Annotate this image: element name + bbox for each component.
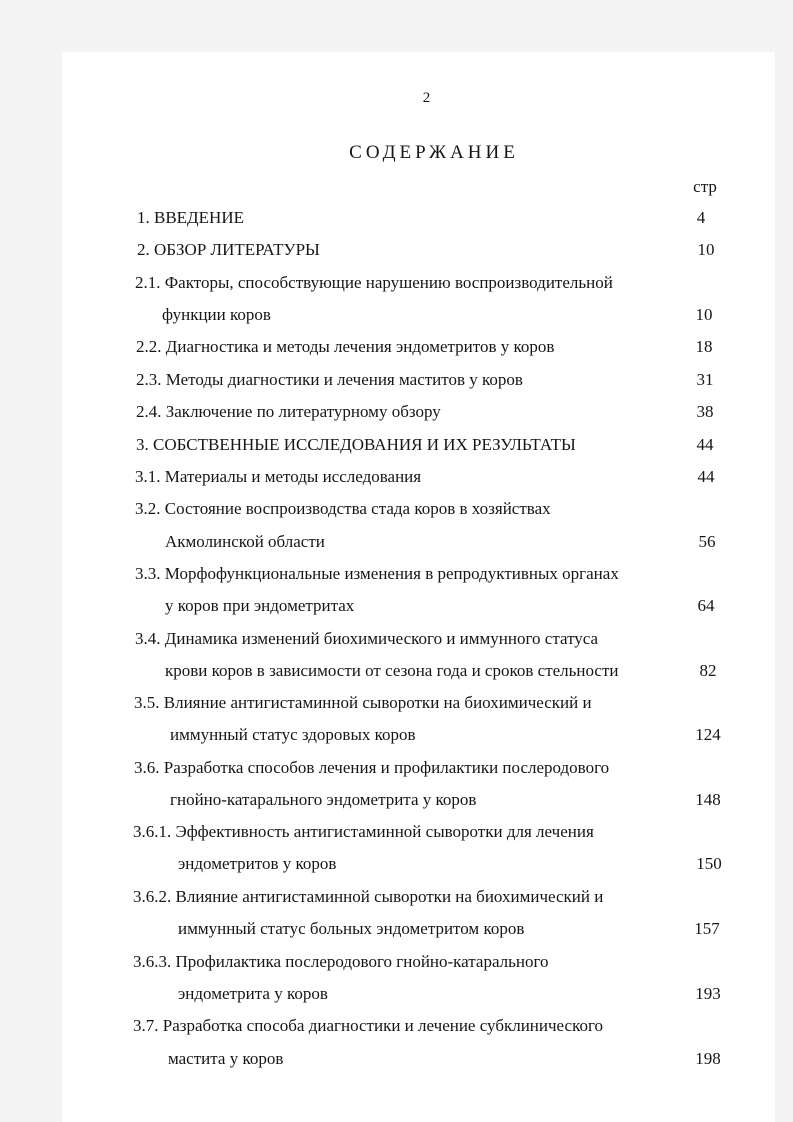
- toc-entry-text: 3.6.3. Профилактика послеродового гнойно-катарального: [133, 952, 549, 971]
- toc-entry-text-continued: у коров при эндометритах: [165, 596, 355, 615]
- toc-entry-page: 38: [696, 402, 714, 421]
- toc-entry-page: 64: [697, 596, 715, 615]
- toc-entry-page: 44: [697, 467, 715, 486]
- toc-entry-page: 56: [698, 532, 716, 551]
- toc-entry-text: 2.2. Диагностика и методы лечения эндометритов у коров: [136, 337, 555, 356]
- toc-entry-text-continued: иммунный статус здоровых коров: [170, 725, 416, 744]
- toc-entry-page: 148: [695, 790, 721, 809]
- toc-entry-page: 150: [696, 854, 722, 873]
- toc-entry-page: 31: [696, 370, 714, 389]
- toc-entry-text: 2. ОБЗОР ЛИТЕРАТУРЫ: [137, 240, 320, 259]
- pages-column-label: стр: [693, 177, 717, 196]
- toc-entry-page: 4: [696, 208, 706, 227]
- toc-entry-page: 10: [697, 240, 715, 259]
- toc-entry-text-continued: эндометритов у коров: [178, 854, 337, 873]
- toc-entry-text: 3.5. Влияние антигистаминной сыворотки на биохимический и: [134, 693, 592, 712]
- toc-entry-text-continued: эндометрита у коров: [178, 984, 328, 1003]
- toc-entry-text: 3.7. Разработка способа диагностики и лечение субклинического: [133, 1016, 604, 1035]
- toc-entry-text: 2.1. Факторы, способствующие нарушению воспроизводительной: [135, 273, 613, 292]
- toc-entry-text: 3. СОБСТВЕННЫЕ ИССЛЕДОВАНИЯ И ИХ РЕЗУЛЬТАТЫ: [136, 435, 576, 454]
- toc-entry-page: 198: [695, 1049, 721, 1068]
- toc-entry-text: 3.3. Морфофункциональные изменения в репродуктивных органах: [135, 564, 619, 583]
- toc-entry-page: 157: [694, 919, 720, 938]
- toc-entry-text-continued: Акмолинской области: [165, 532, 325, 551]
- toc-entry-text-continued: гнойно-катарального эндометрита у коров: [170, 790, 477, 809]
- toc-entry-text: 2.4. Заключение по литературному обзору: [136, 402, 441, 421]
- toc-entry-text: 3.4. Динамика изменений биохимического и иммунного статуса: [135, 629, 599, 648]
- toc-entry-page: 82: [699, 661, 717, 680]
- toc-entry-text: 3.6. Разработка способов лечения и профилактики послеродового: [134, 758, 610, 777]
- toc-entry-text: 1. ВВЕДЕНИЕ: [137, 208, 244, 227]
- page-title: СОДЕРЖАНИЕ: [349, 142, 519, 163]
- toc-entry-text: 3.6.1. Эффективность антигистаминной сыворотки для лечения: [133, 822, 594, 841]
- toc-entry-page: 44: [696, 435, 714, 454]
- toc-entry-page: 193: [695, 984, 721, 1003]
- toc-entry-text: 3.6.2. Влияние антигистаминной сыворотки на биохимический и: [133, 887, 604, 906]
- toc-entry-page: 124: [695, 725, 721, 744]
- toc-entry-text: 3.2. Состояние воспроизводства стада коров в хозяйствах: [135, 499, 551, 518]
- toc-entry-page: 18: [695, 337, 713, 356]
- page-number: 2: [422, 90, 431, 106]
- toc-entry-text: 2.3. Методы диагностики и лечения маститов у коров: [136, 370, 523, 389]
- toc-entry-page: 10: [695, 305, 713, 324]
- toc-entry-text: 3.1. Материалы и методы исследования: [135, 467, 422, 486]
- toc-entry-text-continued: крови коров в зависимости от сезона года и сроков стельности: [165, 661, 619, 680]
- toc-entry-text-continued: иммунный статус больных эндометритом коров: [178, 919, 525, 938]
- toc-entry-text-continued: функции коров: [162, 305, 271, 324]
- toc-entry-text-continued: мастита у коров: [168, 1049, 284, 1068]
